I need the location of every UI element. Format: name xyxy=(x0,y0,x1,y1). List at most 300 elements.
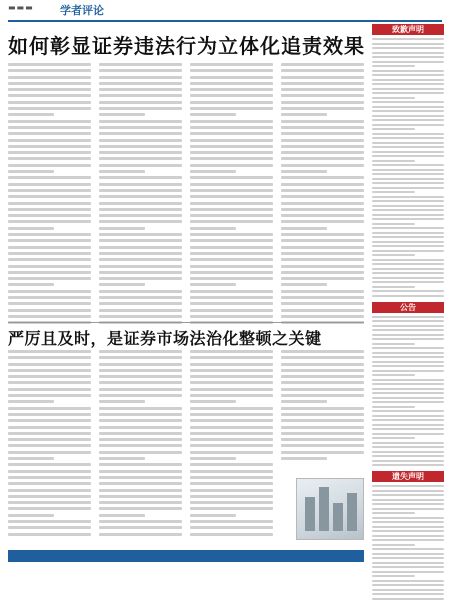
text-line xyxy=(8,239,91,242)
text-line xyxy=(190,183,273,186)
article-2-headline: 严厉且及时，是证券市场法治化整顿之关键 xyxy=(8,329,322,348)
text-line xyxy=(99,400,145,403)
text-line xyxy=(372,338,444,340)
text-line xyxy=(190,315,273,318)
text-line xyxy=(99,501,182,504)
text-line xyxy=(8,470,91,473)
text-line xyxy=(372,200,444,202)
text-line xyxy=(190,126,273,129)
text-line xyxy=(8,363,91,366)
text-line xyxy=(99,139,182,142)
text-line xyxy=(99,82,182,85)
text-line xyxy=(372,325,444,327)
text-line xyxy=(8,407,91,410)
text-line xyxy=(372,151,444,153)
text-line xyxy=(281,164,364,167)
text-line xyxy=(372,580,444,582)
text-line xyxy=(372,259,444,261)
text-line xyxy=(99,233,182,236)
text-line xyxy=(8,302,91,305)
text-line xyxy=(372,295,444,297)
text-line xyxy=(372,187,444,189)
text-line xyxy=(372,137,444,139)
text-line xyxy=(281,350,364,353)
text-line xyxy=(372,110,444,112)
text-line xyxy=(99,183,182,186)
text-line xyxy=(8,164,91,167)
text-line xyxy=(8,277,91,280)
text-line xyxy=(8,309,91,312)
text-line xyxy=(8,107,91,110)
text-line xyxy=(190,214,273,217)
text-line xyxy=(281,413,364,416)
section-name: 学者评论 xyxy=(60,4,104,17)
text-line xyxy=(8,246,91,249)
text-line xyxy=(281,176,364,179)
text-line xyxy=(372,290,444,292)
text-line xyxy=(281,120,364,123)
text-line xyxy=(8,432,91,435)
text-line xyxy=(281,407,364,410)
text-line xyxy=(99,120,182,123)
text-line xyxy=(8,520,91,523)
text-line xyxy=(372,352,444,354)
text-line xyxy=(281,139,364,142)
text-line xyxy=(372,56,444,58)
text-line xyxy=(8,157,91,160)
text-line xyxy=(190,444,273,447)
text-line xyxy=(372,535,444,537)
text-line xyxy=(281,363,364,366)
text-line xyxy=(372,397,444,399)
text-line xyxy=(190,400,236,403)
text-line xyxy=(372,209,444,211)
text-line xyxy=(190,208,273,211)
text-line xyxy=(372,250,444,252)
text-line xyxy=(99,208,182,211)
text-line xyxy=(8,233,91,236)
text-line xyxy=(8,419,91,422)
text-line xyxy=(99,489,182,492)
text-line xyxy=(99,470,182,473)
text-line xyxy=(190,195,273,198)
text-line xyxy=(372,419,444,421)
text-line xyxy=(190,82,273,85)
text-line xyxy=(190,350,273,353)
text-line xyxy=(281,195,364,198)
text-line xyxy=(372,173,444,175)
text-line xyxy=(281,277,364,280)
text-line xyxy=(190,369,273,372)
text-line xyxy=(190,271,273,274)
text-line xyxy=(8,533,91,536)
text-line xyxy=(99,76,182,79)
text-line xyxy=(99,394,182,397)
text-line xyxy=(372,43,444,45)
text-line xyxy=(372,562,444,564)
text-line xyxy=(99,101,182,104)
text-line xyxy=(372,223,415,225)
text-line xyxy=(99,526,182,529)
text-line xyxy=(190,520,273,523)
text-line xyxy=(8,451,91,454)
text-line xyxy=(372,277,444,279)
text-line xyxy=(190,388,273,391)
text-line xyxy=(372,589,444,591)
text-line xyxy=(372,38,444,40)
text-line xyxy=(99,432,182,435)
text-line xyxy=(372,268,444,270)
text-column xyxy=(99,350,182,539)
text-line xyxy=(190,227,236,230)
text-line xyxy=(281,126,364,129)
text-line xyxy=(372,557,444,559)
text-line xyxy=(372,133,444,135)
text-line xyxy=(281,451,364,454)
text-line xyxy=(281,233,364,236)
text-line xyxy=(190,426,273,429)
text-line xyxy=(372,142,444,144)
text-line xyxy=(8,375,91,378)
text-line xyxy=(372,455,444,457)
text-line xyxy=(99,107,182,110)
text-line xyxy=(99,444,182,447)
text-line xyxy=(372,401,444,403)
text-line xyxy=(190,302,273,305)
text-line xyxy=(372,79,444,81)
text-line xyxy=(190,107,273,110)
text-line xyxy=(8,388,91,391)
text-line xyxy=(99,426,182,429)
text-line xyxy=(99,246,182,249)
text-line xyxy=(190,375,273,378)
text-line xyxy=(281,214,364,217)
text-line xyxy=(190,463,273,466)
text-line xyxy=(190,258,273,261)
text-line xyxy=(281,76,364,79)
text-line xyxy=(281,432,364,435)
notice-sidebar xyxy=(372,24,444,605)
text-line xyxy=(281,265,364,268)
text-line xyxy=(99,356,182,359)
text-line xyxy=(190,252,273,255)
text-line xyxy=(372,196,444,198)
text-line xyxy=(8,290,91,293)
text-line xyxy=(99,407,182,410)
text-line xyxy=(8,315,91,318)
text-line xyxy=(99,145,182,148)
text-line xyxy=(281,132,364,135)
text-line xyxy=(99,258,182,261)
text-line xyxy=(190,233,273,236)
text-line xyxy=(8,94,91,97)
text-line xyxy=(8,438,91,441)
text-line xyxy=(99,388,182,391)
text-line xyxy=(281,252,364,255)
text-line xyxy=(99,482,182,485)
text-column xyxy=(8,63,91,327)
text-line xyxy=(8,296,91,299)
text-line xyxy=(281,107,364,110)
text-line xyxy=(8,413,91,416)
text-line xyxy=(372,365,444,367)
text-line xyxy=(190,413,273,416)
text-line xyxy=(281,88,364,91)
text-line xyxy=(8,113,54,116)
article-1-headline: 如何彰显证券违法行为立体化追责效果 xyxy=(8,34,365,58)
text-line xyxy=(372,383,444,385)
text-line xyxy=(190,407,273,410)
text-line xyxy=(281,94,364,97)
main-content xyxy=(8,24,364,327)
text-line xyxy=(281,438,364,441)
text-line xyxy=(99,283,145,286)
text-line xyxy=(372,508,444,510)
text-line xyxy=(99,63,182,66)
text-line xyxy=(281,239,364,242)
text-line xyxy=(372,410,444,412)
text-line xyxy=(8,507,91,510)
text-line xyxy=(190,501,273,504)
text-line xyxy=(8,526,91,529)
text-line xyxy=(372,388,444,390)
text-line xyxy=(372,191,415,193)
text-line xyxy=(281,69,364,72)
text-line xyxy=(372,598,444,600)
text-line xyxy=(99,265,182,268)
text-line xyxy=(372,128,415,130)
text-line xyxy=(190,277,273,280)
text-line xyxy=(372,70,444,72)
text-line xyxy=(281,290,364,293)
article-1-body xyxy=(8,63,364,327)
text-line xyxy=(8,482,91,485)
text-line xyxy=(372,155,444,157)
text-line xyxy=(372,334,444,336)
text-line xyxy=(190,356,273,359)
text-line xyxy=(190,202,273,205)
text-line xyxy=(281,457,327,460)
text-line xyxy=(8,381,91,384)
text-line xyxy=(372,146,444,148)
text-line xyxy=(372,424,444,426)
masthead-info xyxy=(282,6,442,11)
text-line xyxy=(372,374,415,376)
text-line xyxy=(190,113,236,116)
text-line xyxy=(372,460,444,462)
text-line xyxy=(372,485,444,487)
text-line xyxy=(8,82,91,85)
text-line xyxy=(99,132,182,135)
text-line xyxy=(190,157,273,160)
text-line xyxy=(372,343,415,345)
text-line xyxy=(372,361,444,363)
text-line xyxy=(372,241,444,243)
text-line xyxy=(99,476,182,479)
text-line xyxy=(372,517,444,519)
text-line xyxy=(99,195,182,198)
text-line xyxy=(372,379,444,381)
text-line xyxy=(281,419,364,422)
text-line xyxy=(372,169,444,171)
text-line xyxy=(99,533,182,536)
text-line xyxy=(190,145,273,148)
text-line xyxy=(372,83,444,85)
text-line xyxy=(372,164,444,166)
text-line xyxy=(372,236,444,238)
text-line xyxy=(99,457,145,460)
text-line xyxy=(372,106,444,108)
text-line xyxy=(372,119,444,121)
text-line xyxy=(99,202,182,205)
text-line xyxy=(99,271,182,274)
text-line xyxy=(8,220,91,223)
text-line xyxy=(99,302,182,305)
text-line xyxy=(99,227,145,230)
text-line xyxy=(190,296,273,299)
text-line xyxy=(99,309,182,312)
text-line xyxy=(372,437,415,439)
text-line xyxy=(8,120,91,123)
text-line xyxy=(372,392,444,394)
article-divider xyxy=(8,322,364,323)
text-line xyxy=(372,521,444,523)
text-column xyxy=(190,63,273,327)
text-line xyxy=(281,246,364,249)
text-line xyxy=(99,189,182,192)
text-line xyxy=(372,329,444,331)
text-line xyxy=(372,433,444,435)
text-line xyxy=(99,350,182,353)
text-line xyxy=(8,183,91,186)
text-line xyxy=(99,113,145,116)
text-line xyxy=(372,263,444,265)
text-line xyxy=(372,503,444,505)
text-line xyxy=(99,296,182,299)
text-line xyxy=(190,120,273,123)
text-line xyxy=(99,363,182,366)
text-line xyxy=(8,189,91,192)
text-line xyxy=(190,476,273,479)
text-line xyxy=(190,283,236,286)
text-line xyxy=(190,132,273,135)
text-line xyxy=(190,69,273,72)
text-line xyxy=(372,442,444,444)
text-line xyxy=(190,164,273,167)
text-line xyxy=(372,61,444,63)
text-line xyxy=(99,151,182,154)
text-line xyxy=(281,375,364,378)
text-line xyxy=(372,530,444,532)
text-line xyxy=(372,512,415,514)
text-line xyxy=(8,170,54,173)
text-line xyxy=(372,428,444,430)
text-line xyxy=(372,370,444,372)
text-line xyxy=(8,400,54,403)
text-line xyxy=(190,189,273,192)
text-line xyxy=(8,463,91,466)
text-line xyxy=(99,220,182,223)
text-line xyxy=(190,63,273,66)
text-line xyxy=(372,526,444,528)
text-line xyxy=(372,281,444,283)
text-line xyxy=(190,151,273,154)
text-line xyxy=(8,126,91,129)
text-line xyxy=(190,470,273,473)
text-line xyxy=(372,593,444,595)
text-line xyxy=(8,76,91,79)
text-line xyxy=(281,283,327,286)
text-line xyxy=(99,290,182,293)
text-line xyxy=(8,214,91,217)
text-line xyxy=(281,302,364,305)
text-line xyxy=(8,252,91,255)
text-line xyxy=(190,432,273,435)
text-line xyxy=(190,170,236,173)
text-line xyxy=(281,227,327,230)
text-line xyxy=(8,139,91,142)
text-column xyxy=(99,63,182,327)
text-line xyxy=(8,271,91,274)
text-line xyxy=(190,265,273,268)
text-line xyxy=(8,514,54,517)
text-line xyxy=(372,97,415,99)
text-line xyxy=(281,145,364,148)
text-column xyxy=(8,350,91,539)
text-line xyxy=(99,520,182,523)
text-line xyxy=(99,126,182,129)
text-line xyxy=(8,145,91,148)
text-line xyxy=(99,381,182,384)
text-line xyxy=(281,189,364,192)
text-line xyxy=(372,347,444,349)
text-line xyxy=(8,69,91,72)
text-line xyxy=(190,94,273,97)
text-line xyxy=(372,160,415,162)
text-line xyxy=(281,113,327,116)
text-line xyxy=(190,419,273,422)
text-line xyxy=(190,482,273,485)
text-line xyxy=(8,489,91,492)
text-line xyxy=(372,544,415,546)
text-line xyxy=(281,151,364,154)
text-line xyxy=(99,369,182,372)
text-line xyxy=(99,438,182,441)
text-line xyxy=(372,245,444,247)
text-line xyxy=(190,495,273,498)
text-line xyxy=(99,413,182,416)
text-line xyxy=(8,101,91,104)
text-line xyxy=(8,227,54,230)
text-line xyxy=(99,252,182,255)
text-line xyxy=(372,415,444,417)
text-line xyxy=(8,426,91,429)
text-line xyxy=(372,446,444,448)
text-line xyxy=(8,394,91,397)
text-line xyxy=(190,88,273,91)
sidebar-heading-announcement: 公告 xyxy=(372,302,444,313)
text-line xyxy=(8,202,91,205)
text-line xyxy=(281,381,364,384)
text-line xyxy=(8,63,91,66)
text-line xyxy=(281,82,364,85)
text-line xyxy=(372,575,415,577)
text-line xyxy=(372,88,444,90)
text-line xyxy=(8,176,91,179)
text-line xyxy=(8,195,91,198)
text-line xyxy=(190,451,273,454)
text-line xyxy=(281,208,364,211)
